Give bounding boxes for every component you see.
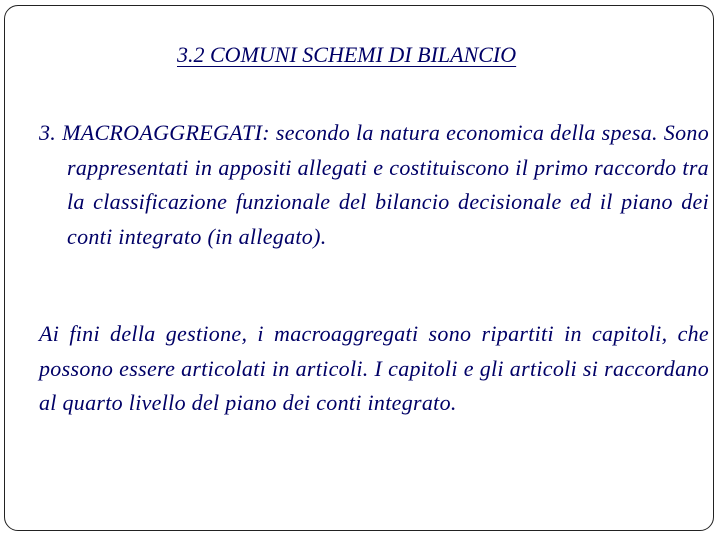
slide-frame	[4, 5, 714, 531]
slide-title: 3.2 COMUNI SCHEMI DI BILANCIO	[177, 42, 517, 67]
paragraph-macroaggregati: 3. MACROAGGREGATI: secondo la natura economica della spesa. Sono rappresentati in appositi allegati e costituiscono il primo raccordo tra la classificazione funzionale del bilancio decisionale ed il piano dei conti integrato (in allegato).	[39, 120, 709, 249]
paragraph-gestione: Ai fini della gestione, i macroaggregati sono ripartiti in capitoli, che possono essere articolati in articoli. I capitoli e gli articoli si raccordano al quarto livello del piano dei conti integrato.	[39, 321, 709, 416]
